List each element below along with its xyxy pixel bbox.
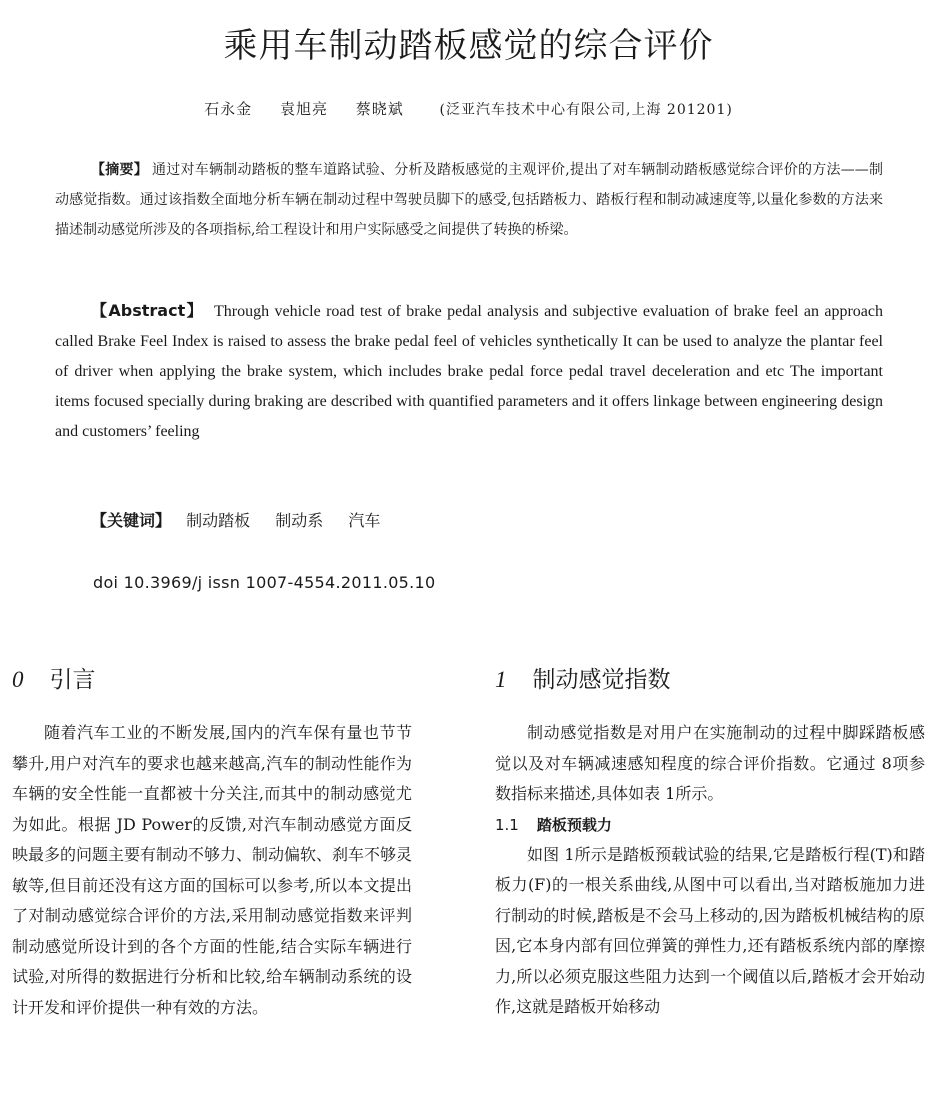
section-title: 制动感觉指数	[532, 667, 671, 693]
section-title: 引言	[49, 667, 96, 693]
paper-title: 乘用车制动踏板感觉的综合评价	[223, 26, 714, 66]
author-name: 蔡晓斌	[355, 100, 404, 118]
subsection-title: 踏板预载力	[536, 815, 612, 834]
author-line	[0, 98, 937, 119]
abstract-cn-text: 通过对车辆制动踏板的整车道路试验、分析及踏板感觉的主观评价,提出了对车辆制动踏板感觉综合评价的方法——制动感觉指数。通过该指数全面地分析车辆在制动过程中驾驶员脚下的感受,包括踏板力、踏板行程和制动减速度等,以量化参数的方法来描述制动感觉所涉及的各项指标,给工程设计和用户实际感受之间提供了转换的桥梁。	[55, 162, 884, 238]
abstract-english	[55, 296, 883, 447]
abstract-cn-label: 【摘要】	[91, 162, 149, 178]
section-heading	[12, 660, 412, 700]
body-paragraph: 如图 1所示是踏板预载试验的结果,它是踏板行程(T)和踏板力(F)的一根关系曲线,从图中可以看出,当对踏板施加力进行制动的时候,踏板是不会马上移动的,因为踏板机械结构的原因,它本身内部有回位弹簧的弹性力,还有踏板系统内部的摩擦力,所以必须克服这些阻力达到一个阈值以后,踏板才会开始动作,这就是踏板开始移动	[495, 844, 925, 1016]
left-column	[12, 660, 412, 1023]
keyword: 制动系	[275, 511, 324, 530]
keywords-label: 【关键词】	[91, 511, 172, 530]
body-paragraph: 制动感觉指数是对用户在实施制动的过程中脚踩踏板感觉以及对车辆减速感知程度的综合评价指数。它通过 8项参数指标来描述,具体如表 1所示。	[495, 723, 925, 803]
section-heading	[495, 660, 925, 700]
right-column	[495, 660, 925, 1023]
keyword: 汽车	[348, 511, 381, 530]
keyword: 制动踏板	[186, 511, 251, 530]
subsection-heading	[495, 810, 925, 840]
abstract-en-label: 【Abstract】	[91, 301, 204, 320]
subsection-number: 1.1	[495, 815, 519, 834]
abstract-en-text: Through vehicle road test of brake pedal analysis and subjective evaluation of brake feel an approach called Brake Feel Index is raised to assess the brake pedal feel of vehicles synthetically It can be used to analyze the plantar feel of driver when applying the brake system, which includes brake pedal force pedal travel deceleration and etc The important items focused specially during braking are described with quantified parameters and it offers linkage between engineering design and customers’ feeling	[55, 303, 883, 440]
author-name: 袁旭亮	[279, 100, 328, 118]
keywords	[91, 508, 400, 531]
affiliation: (泛亚汽车技术中心有限公司,上海 201201)	[439, 102, 733, 118]
abstract-chinese	[55, 155, 883, 245]
body-paragraph: 随着汽车工业的不断发展,国内的汽车保有量也节节攀升,用户对汽车的要求也越来越高,汽车的制动性能作为车辆的安全性能一直都被十分关注,而其中的制动感觉尤为如此。根据 JD Power的反馈,对汽车制动感觉方面反映最多的问题主要有制动不够力、制动偏软、刹车不够灵敏等,但目前还没有这方面的国标可以参考,所以本文提出了对制动感觉综合评价的方法,采用制动感觉指数来评判制动感觉所设计到的各个方面的性能,结合实际车辆进行试验,对所得的数据进行分析和比较,给车辆制动系统的设计开发和评价提供一种有效的方法。	[12, 723, 413, 1017]
section-number: 0	[12, 667, 24, 692]
section-number: 1	[495, 667, 507, 692]
doi: doi 10.3969/j issn 1007-4554.2011.05.10	[93, 573, 436, 592]
author-name: 石永金	[204, 100, 253, 118]
